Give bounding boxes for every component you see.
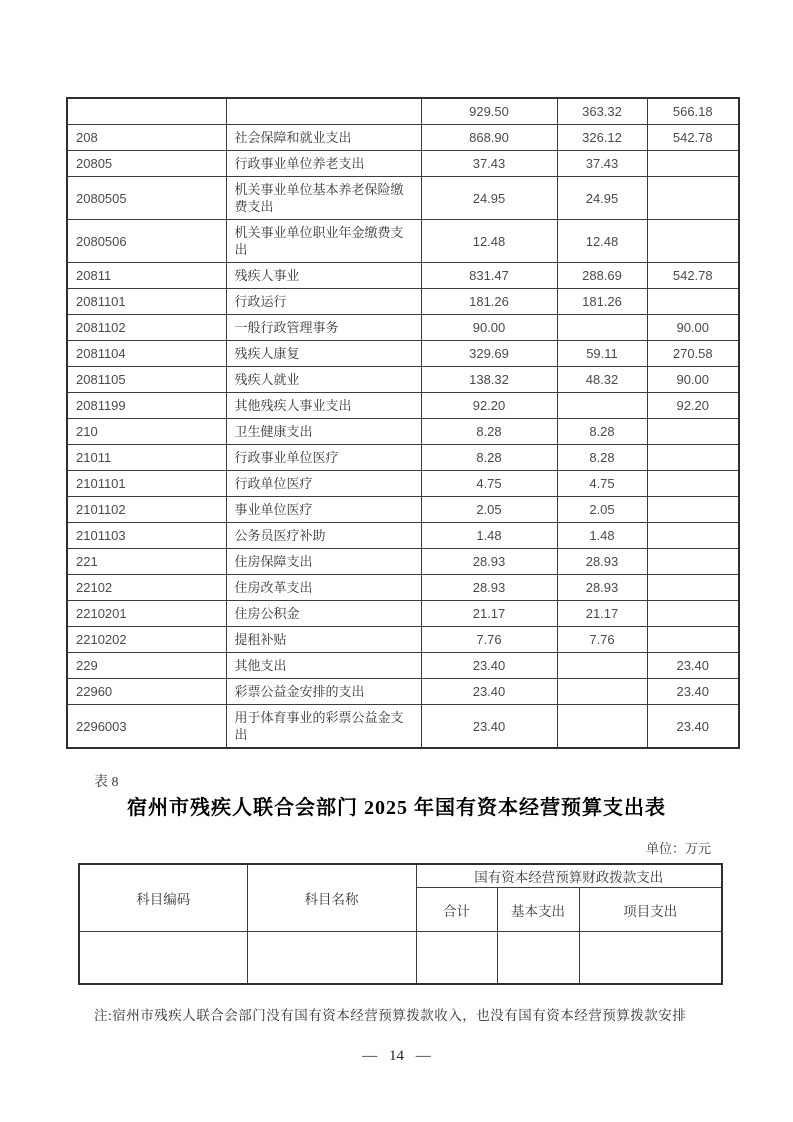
cell-basic-expenditure: 8.28: [557, 445, 647, 471]
cell-basic-expenditure: 59.11: [557, 341, 647, 367]
cell-subject-code: [67, 98, 226, 125]
cell-total: 12.48: [421, 220, 557, 263]
cell-basic-expenditure: 12.48: [557, 220, 647, 263]
cell-subject-name: 残疾人康复: [226, 341, 421, 367]
cell-basic-expenditure: 8.28: [557, 419, 647, 445]
cell-subject-code: 2080505: [67, 177, 226, 220]
table-row: [67, 289, 739, 315]
cell-subject-name: [226, 98, 421, 125]
table-row: [67, 497, 739, 523]
table1-body: [67, 98, 739, 748]
cell-subject-code: 21011: [67, 445, 226, 471]
cell-subject-name: 其他支出: [226, 653, 421, 679]
cell-subject-code: 22960: [67, 679, 226, 705]
cell-basic-expenditure: 28.93: [557, 575, 647, 601]
table-row: [67, 445, 739, 471]
table-row: [79, 932, 722, 985]
header-fiscal-allocation-group: 国有资本经营预算财政拨款支出: [416, 864, 722, 888]
table-row: [67, 220, 739, 263]
unit-label: 单位：万元: [645, 841, 711, 856]
cell-subject-name: 行政事业单位医疗: [226, 445, 421, 471]
cell-total: 8.28: [421, 445, 557, 471]
cell-subject-name: 卫生健康支出: [226, 419, 421, 445]
cell-project-expenditure: [647, 627, 739, 653]
cell-subject-code: 22102: [67, 575, 226, 601]
cell-project-expenditure: [579, 932, 722, 985]
cell-project-expenditure: [647, 549, 739, 575]
table-row: [67, 653, 739, 679]
cell-subject-code: 208: [67, 125, 226, 151]
cell-subject-code: 2210202: [67, 627, 226, 653]
cell-project-expenditure: 23.40: [647, 679, 739, 705]
cell-project-expenditure: 90.00: [647, 367, 739, 393]
cell-total: 23.40: [421, 705, 557, 749]
cell-subject-code: 2101102: [67, 497, 226, 523]
cell-total: 21.17: [421, 601, 557, 627]
header-project-expenditure: 项目支出: [579, 888, 722, 932]
cell-basic-expenditure: 2.05: [557, 497, 647, 523]
cell-basic-expenditure: [557, 679, 647, 705]
cell-basic-expenditure: [557, 315, 647, 341]
cell-basic-expenditure: 4.75: [557, 471, 647, 497]
page-number: — 14 —: [362, 1048, 431, 1064]
table-row: [67, 523, 739, 549]
cell-total: 4.75: [421, 471, 557, 497]
cell-subject-code: 2081101: [67, 289, 226, 315]
cell-project-expenditure: [647, 471, 739, 497]
cell-project-expenditure: [647, 497, 739, 523]
cell-total: 28.93: [421, 549, 557, 575]
table-row: [67, 367, 739, 393]
cell-project-expenditure: [647, 177, 739, 220]
header-basic-expenditure: 基本支出: [497, 888, 579, 932]
cell-basic-expenditure: 326.12: [557, 125, 647, 151]
cell-project-expenditure: [647, 220, 739, 263]
cell-subject-name: 社会保障和就业支出: [226, 125, 421, 151]
cell-project-expenditure: [647, 151, 739, 177]
table8-label: 表 8: [94, 775, 119, 790]
table-row: [67, 627, 739, 653]
cell-basic-expenditure: 363.32: [557, 98, 647, 125]
cell-project-expenditure: 542.78: [647, 263, 739, 289]
cell-project-expenditure: [647, 523, 739, 549]
cell-basic-expenditure: [557, 393, 647, 419]
table-row: [67, 177, 739, 220]
cell-subject-name: 住房公积金: [226, 601, 421, 627]
cell-subject-code: 221: [67, 549, 226, 575]
cell-total: 23.40: [421, 679, 557, 705]
cell-project-expenditure: 23.40: [647, 653, 739, 679]
cell-subject-name: 一般行政管理事务: [226, 315, 421, 341]
cell-subject-name: [247, 932, 416, 985]
cell-subject-code: 2101103: [67, 523, 226, 549]
cell-subject-name: 住房改革支出: [226, 575, 421, 601]
cell-subject-name: 行政运行: [226, 289, 421, 315]
budget-expenditure-table-continuation: [66, 97, 740, 749]
cell-subject-code: 2081102: [67, 315, 226, 341]
table-row: [67, 393, 739, 419]
state-capital-budget-table-wrap: [78, 863, 723, 985]
cell-subject-name: 用于体育事业的彩票公益金支出: [226, 705, 421, 749]
table-row: [67, 125, 739, 151]
cell-subject-name: 机关事业单位基本养老保险缴费支出: [226, 177, 421, 220]
cell-subject-code: [79, 932, 247, 985]
cell-basic-expenditure: [557, 653, 647, 679]
cell-project-expenditure: 23.40: [647, 705, 739, 749]
table-row: [67, 98, 739, 125]
header-subject-name: 科目名称: [247, 864, 416, 932]
cell-total: 868.90: [421, 125, 557, 151]
cell-total: 24.95: [421, 177, 557, 220]
cell-total: 90.00: [421, 315, 557, 341]
cell-subject-code: 210: [67, 419, 226, 445]
cell-subject-name: 行政事业单位养老支出: [226, 151, 421, 177]
cell-subject-code: 229: [67, 653, 226, 679]
cell-basic-expenditure: 28.93: [557, 549, 647, 575]
table2-body: [79, 932, 722, 985]
cell-subject-name: 事业单位医疗: [226, 497, 421, 523]
cell-total: 23.40: [421, 653, 557, 679]
table-row: [67, 679, 739, 705]
cell-basic-expenditure: 288.69: [557, 263, 647, 289]
table-row: [67, 601, 739, 627]
table-row: [67, 419, 739, 445]
cell-subject-code: 2081105: [67, 367, 226, 393]
page-title: 宿州市残疾人联合会部门 2025 年国有资本经营预算支出表: [127, 797, 666, 819]
header-subject-code: 科目编码: [79, 864, 247, 932]
cell-total: 28.93: [421, 575, 557, 601]
cell-project-expenditure: [647, 601, 739, 627]
cell-project-expenditure: 542.78: [647, 125, 739, 151]
cell-project-expenditure: [647, 289, 739, 315]
cell-subject-name: 机关事业单位职业年金缴费支出: [226, 220, 421, 263]
cell-subject-name: 公务员医疗补助: [226, 523, 421, 549]
cell-basic-expenditure: 1.48: [557, 523, 647, 549]
cell-total: 138.32: [421, 367, 557, 393]
cell-basic-expenditure: 48.32: [557, 367, 647, 393]
table-row: [67, 575, 739, 601]
cell-total: 929.50: [421, 98, 557, 125]
cell-subject-code: 20811: [67, 263, 226, 289]
cell-basic-expenditure: [497, 932, 579, 985]
cell-subject-name: 其他残疾人事业支出: [226, 393, 421, 419]
cell-subject-name: 提租补贴: [226, 627, 421, 653]
table2-header: [79, 864, 722, 932]
cell-total: 329.69: [421, 341, 557, 367]
table-row: [67, 705, 739, 749]
cell-basic-expenditure: [557, 705, 647, 749]
cell-subject-code: 2101101: [67, 471, 226, 497]
cell-total: [416, 932, 497, 985]
cell-project-expenditure: 270.58: [647, 341, 739, 367]
table-row: [67, 471, 739, 497]
cell-subject-name: 彩票公益金安排的支出: [226, 679, 421, 705]
cell-total: 37.43: [421, 151, 557, 177]
table-row: [67, 341, 739, 367]
cell-project-expenditure: 90.00: [647, 315, 739, 341]
cell-total: 92.20: [421, 393, 557, 419]
header-total: 合计: [416, 888, 497, 932]
cell-subject-code: 2296003: [67, 705, 226, 749]
cell-basic-expenditure: 24.95: [557, 177, 647, 220]
cell-basic-expenditure: 181.26: [557, 289, 647, 315]
table-row: [67, 263, 739, 289]
cell-subject-name: 残疾人就业: [226, 367, 421, 393]
cell-project-expenditure: [647, 419, 739, 445]
cell-project-expenditure: [647, 445, 739, 471]
table-row: [67, 549, 739, 575]
table2-header-row-1: [79, 864, 722, 888]
cell-total: 8.28: [421, 419, 557, 445]
table-row: [67, 315, 739, 341]
cell-subject-code: 2081104: [67, 341, 226, 367]
cell-project-expenditure: [647, 575, 739, 601]
cell-basic-expenditure: 37.43: [557, 151, 647, 177]
cell-subject-code: 2080506: [67, 220, 226, 263]
cell-total: 181.26: [421, 289, 557, 315]
state-capital-budget-table: [78, 863, 723, 985]
cell-subject-name: 住房保障支出: [226, 549, 421, 575]
cell-project-expenditure: 566.18: [647, 98, 739, 125]
cell-basic-expenditure: 7.76: [557, 627, 647, 653]
cell-basic-expenditure: 21.17: [557, 601, 647, 627]
table-note: 注:宿州市残疾人联合会部门没有国有资本经营预算拨款收入，也没有国有资本经营预算拨款安排: [94, 1008, 687, 1023]
cell-subject-name: 行政单位医疗: [226, 471, 421, 497]
cell-subject-code: 2210201: [67, 601, 226, 627]
cell-total: 7.76: [421, 627, 557, 653]
table-row: [67, 151, 739, 177]
cell-total: 831.47: [421, 263, 557, 289]
cell-subject-code: 2081199: [67, 393, 226, 419]
cell-subject-code: 20805: [67, 151, 226, 177]
budget-expenditure-table: [66, 97, 740, 749]
cell-total: 1.48: [421, 523, 557, 549]
cell-total: 2.05: [421, 497, 557, 523]
cell-subject-name: 残疾人事业: [226, 263, 421, 289]
cell-project-expenditure: 92.20: [647, 393, 739, 419]
